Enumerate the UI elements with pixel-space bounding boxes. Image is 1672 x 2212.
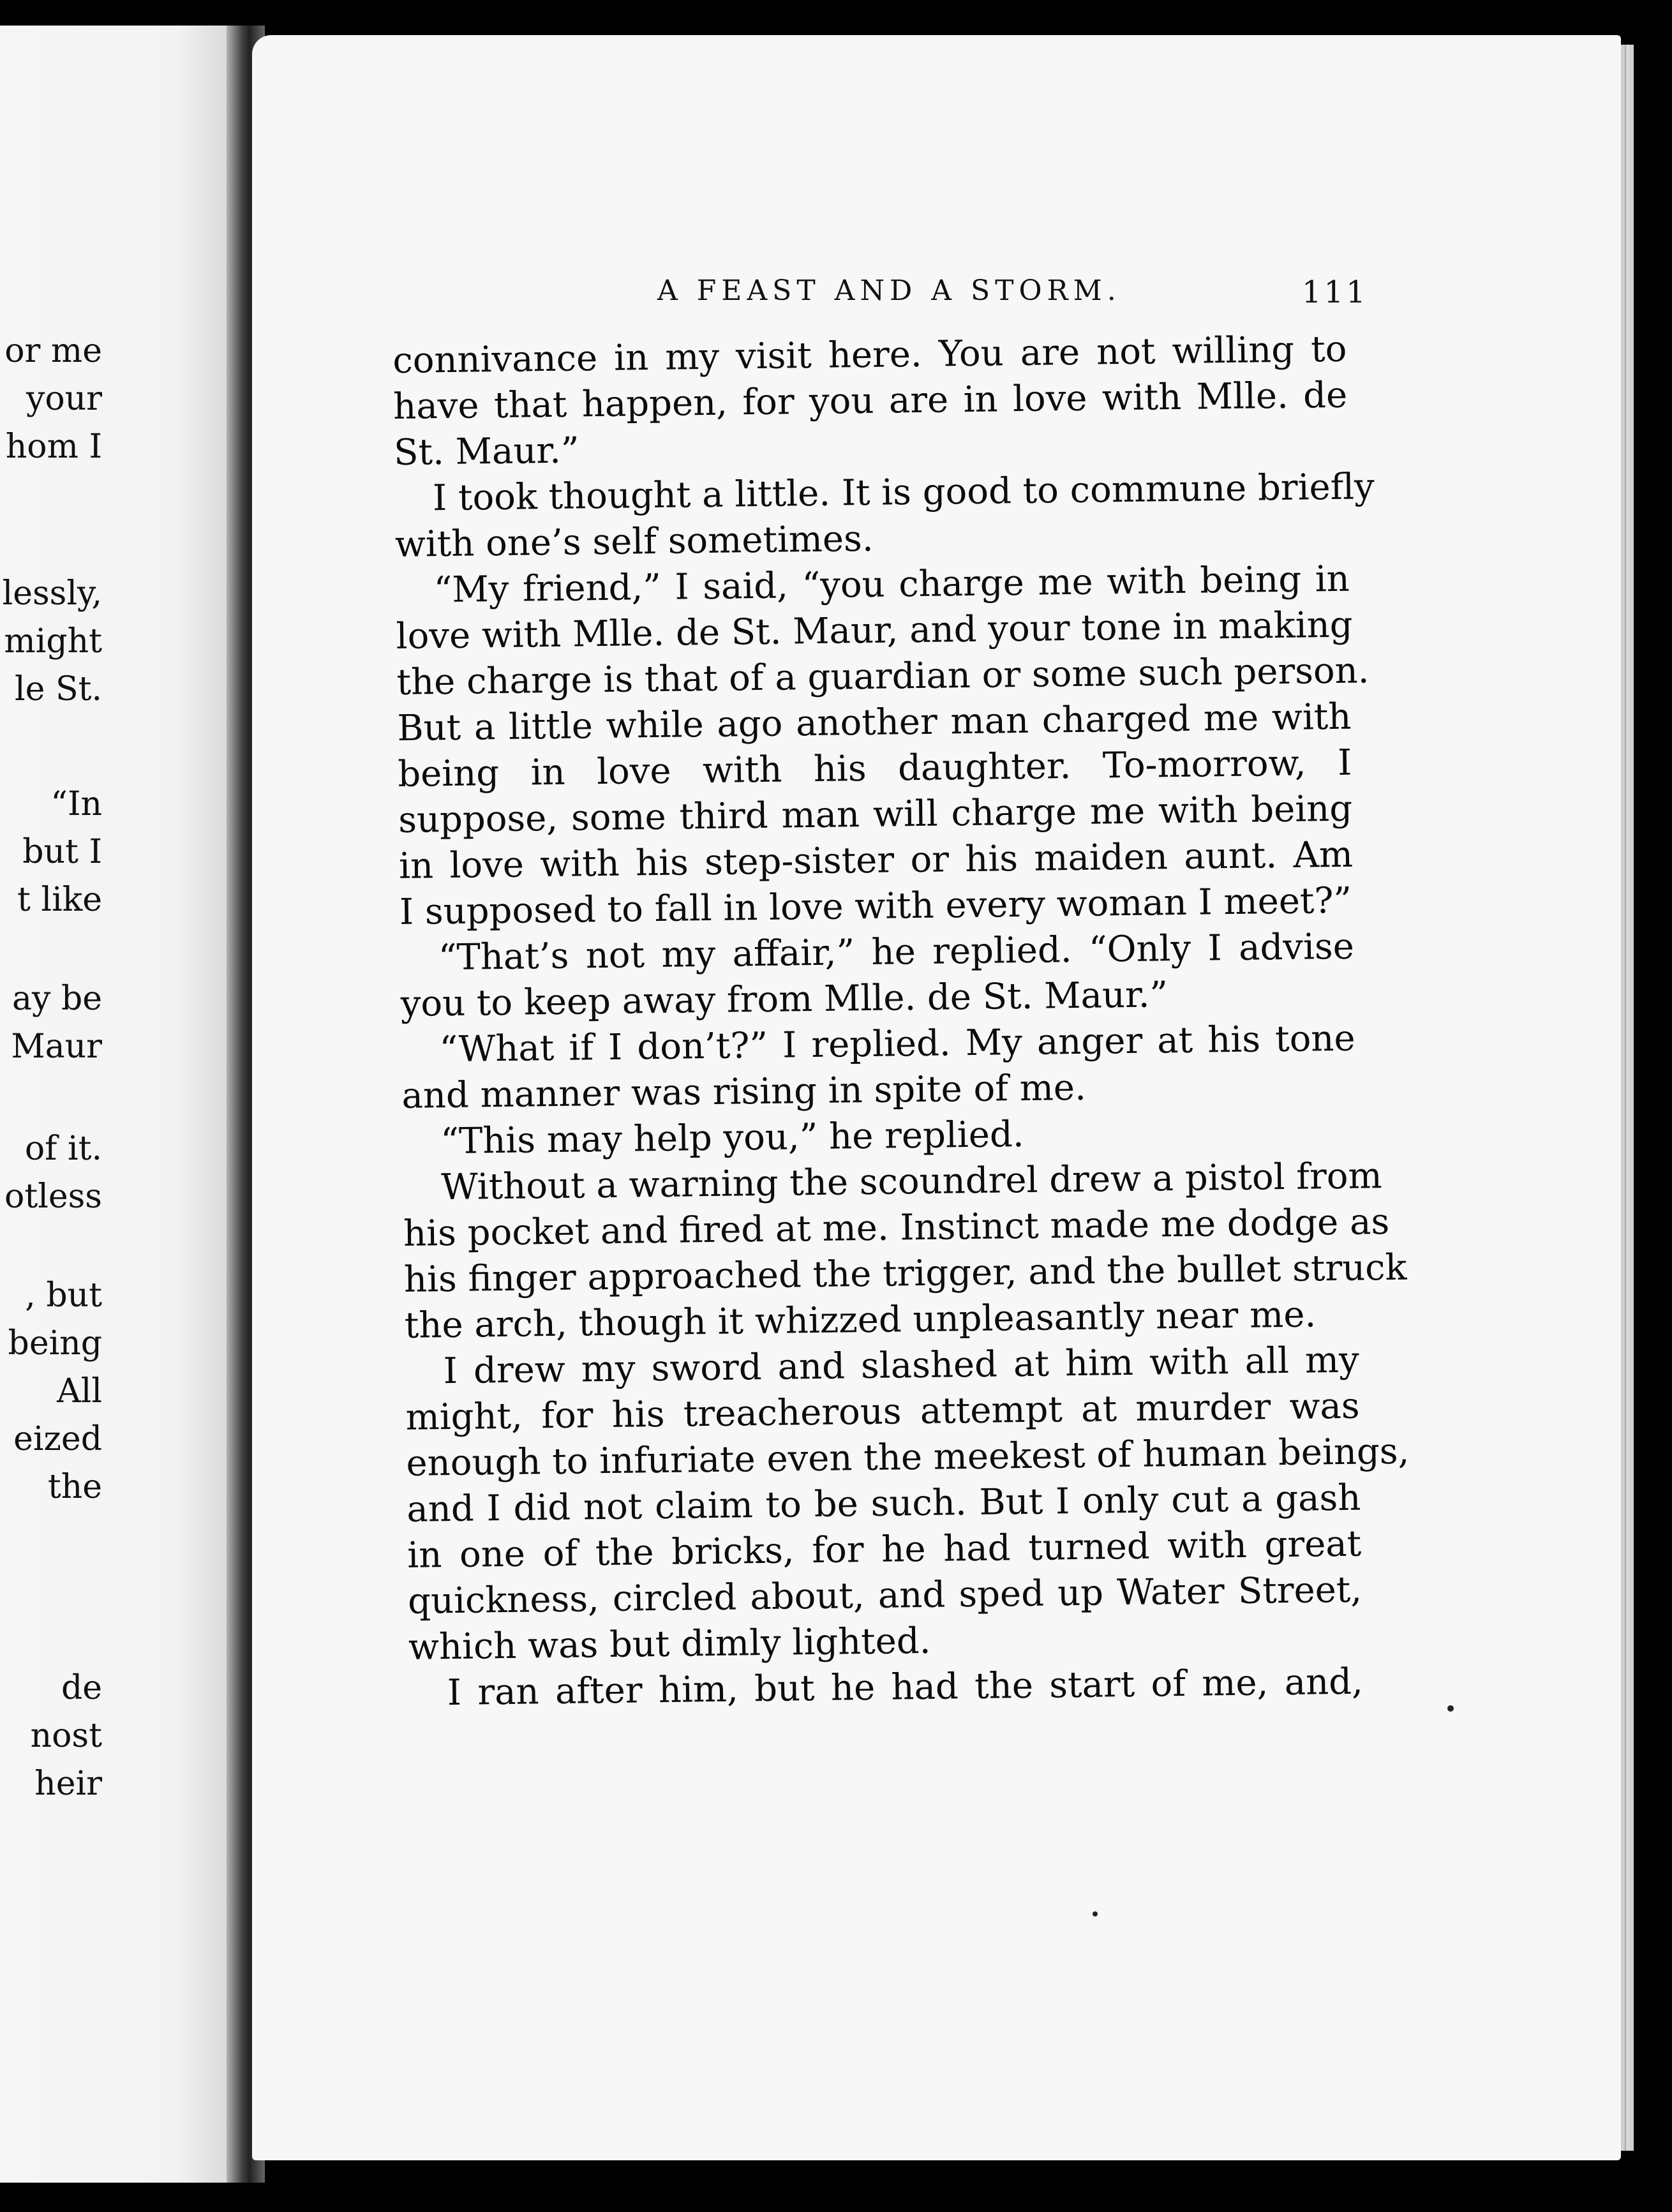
text-line: I took thought a little. It is good to commune briefly bbox=[432, 466, 1375, 519]
running-head: A FEAST AND A STORM. bbox=[657, 274, 1121, 307]
text-line: suppose, some third man will charge me with being bbox=[398, 788, 1353, 841]
text-line: “What if I don’t?” I replied. My anger at his tone bbox=[439, 1017, 1355, 1071]
text-line: I supposed to fall in love with every woman I meet?” bbox=[399, 879, 1352, 933]
left-page-line-fragment: lessly, bbox=[2, 574, 102, 613]
text-line: with one’s self sometimes. bbox=[394, 518, 874, 565]
text-line: the charge is that of a guardian or some such person. bbox=[396, 650, 1370, 703]
left-page-line-fragment: your bbox=[26, 380, 102, 418]
text-line: might, for his treacherous attempt at murder was bbox=[405, 1385, 1360, 1439]
left-page-line-fragment: hom I bbox=[5, 428, 102, 466]
left-page-line-fragment: le St. bbox=[15, 670, 102, 708]
left-page-line-fragment: eized bbox=[13, 1420, 102, 1458]
left-page-line-fragment: t like bbox=[17, 881, 102, 919]
left-page-line-fragment: All bbox=[57, 1372, 102, 1410]
left-page-line-fragment: but I bbox=[22, 833, 102, 871]
text-line: St. Maur.” bbox=[393, 430, 579, 474]
left-page-line-fragment: might bbox=[4, 622, 102, 661]
left-page-line-fragment: ay be bbox=[12, 980, 102, 1018]
left-page-line-fragment: being bbox=[8, 1324, 102, 1363]
text-line: love with Mlle. de St. Maur, and your tone in making bbox=[396, 604, 1353, 657]
text-line: I drew my sword and slashed at him with all my bbox=[443, 1339, 1360, 1393]
page-number: 111 bbox=[1302, 274, 1368, 310]
speck bbox=[1093, 1911, 1098, 1917]
text-line: being in love with his daughter. To-morrow, I bbox=[397, 742, 1352, 795]
left-page-line-fragment: heir bbox=[34, 1765, 102, 1803]
text-line: and manner was rising in spite of me. bbox=[401, 1066, 1087, 1117]
text-line: which was but dimly lighted. bbox=[408, 1620, 931, 1668]
left-page-line-fragment: the bbox=[47, 1468, 102, 1506]
left-page-line-fragment: de bbox=[61, 1669, 102, 1707]
left-page-line-fragment: or me bbox=[4, 332, 102, 370]
text-line: in one of the bricks, for he had turned with great bbox=[407, 1523, 1362, 1576]
text-line: have that happen, for you are in love with Mlle. de bbox=[392, 374, 1348, 428]
body-text bbox=[392, 327, 1410, 1717]
text-line: But a little while ago another man charged me with bbox=[397, 696, 1352, 749]
text-line: the arch, though it whizzed unpleasantly near me. bbox=[404, 1294, 1317, 1347]
text-line: in love with his step-sister or his maiden aunt. Am bbox=[398, 833, 1354, 887]
left-page-line-fragment: of it. bbox=[24, 1130, 102, 1168]
left-page-line-fragment: Maur bbox=[11, 1028, 102, 1066]
text-line: his finger approached the trigger, and the bullet struck bbox=[403, 1246, 1407, 1301]
left-page-fragment bbox=[0, 26, 252, 2183]
left-page-line-fragment: “In bbox=[50, 785, 102, 823]
text-line: connivance in my visit here. You are not willing to bbox=[392, 328, 1347, 382]
text-line: Without a warning the scoundrel drew a pistol from bbox=[440, 1155, 1383, 1209]
left-page-line-fragment: otless bbox=[4, 1177, 102, 1216]
text-line: quickness, circled about, and sped up Water Street, bbox=[407, 1569, 1362, 1622]
left-page-line-fragment: nost bbox=[30, 1717, 102, 1755]
speck bbox=[1447, 1705, 1454, 1712]
text-line: enough to infuriate even the meekest of human beings, bbox=[406, 1430, 1410, 1484]
text-line: “That’s not my affair,” he replied. “Only I advise bbox=[438, 925, 1355, 979]
text-line: “This may help you,” he replied. bbox=[440, 1114, 1024, 1163]
text-line: his pocket and fired at me. Instinct made me dodge as bbox=[403, 1201, 1390, 1255]
text-line: you to keep away from Mlle. de St. Maur.” bbox=[400, 974, 1168, 1025]
text-line: “My friend,” I said, “you charge me with being in bbox=[433, 558, 1350, 611]
left-page-line-fragment: , but bbox=[25, 1276, 102, 1315]
text-line: I ran after him, but he had the start of me, and, bbox=[447, 1661, 1364, 1714]
text-line: and I did not claim to be such. But I only cut a gash bbox=[407, 1477, 1361, 1530]
